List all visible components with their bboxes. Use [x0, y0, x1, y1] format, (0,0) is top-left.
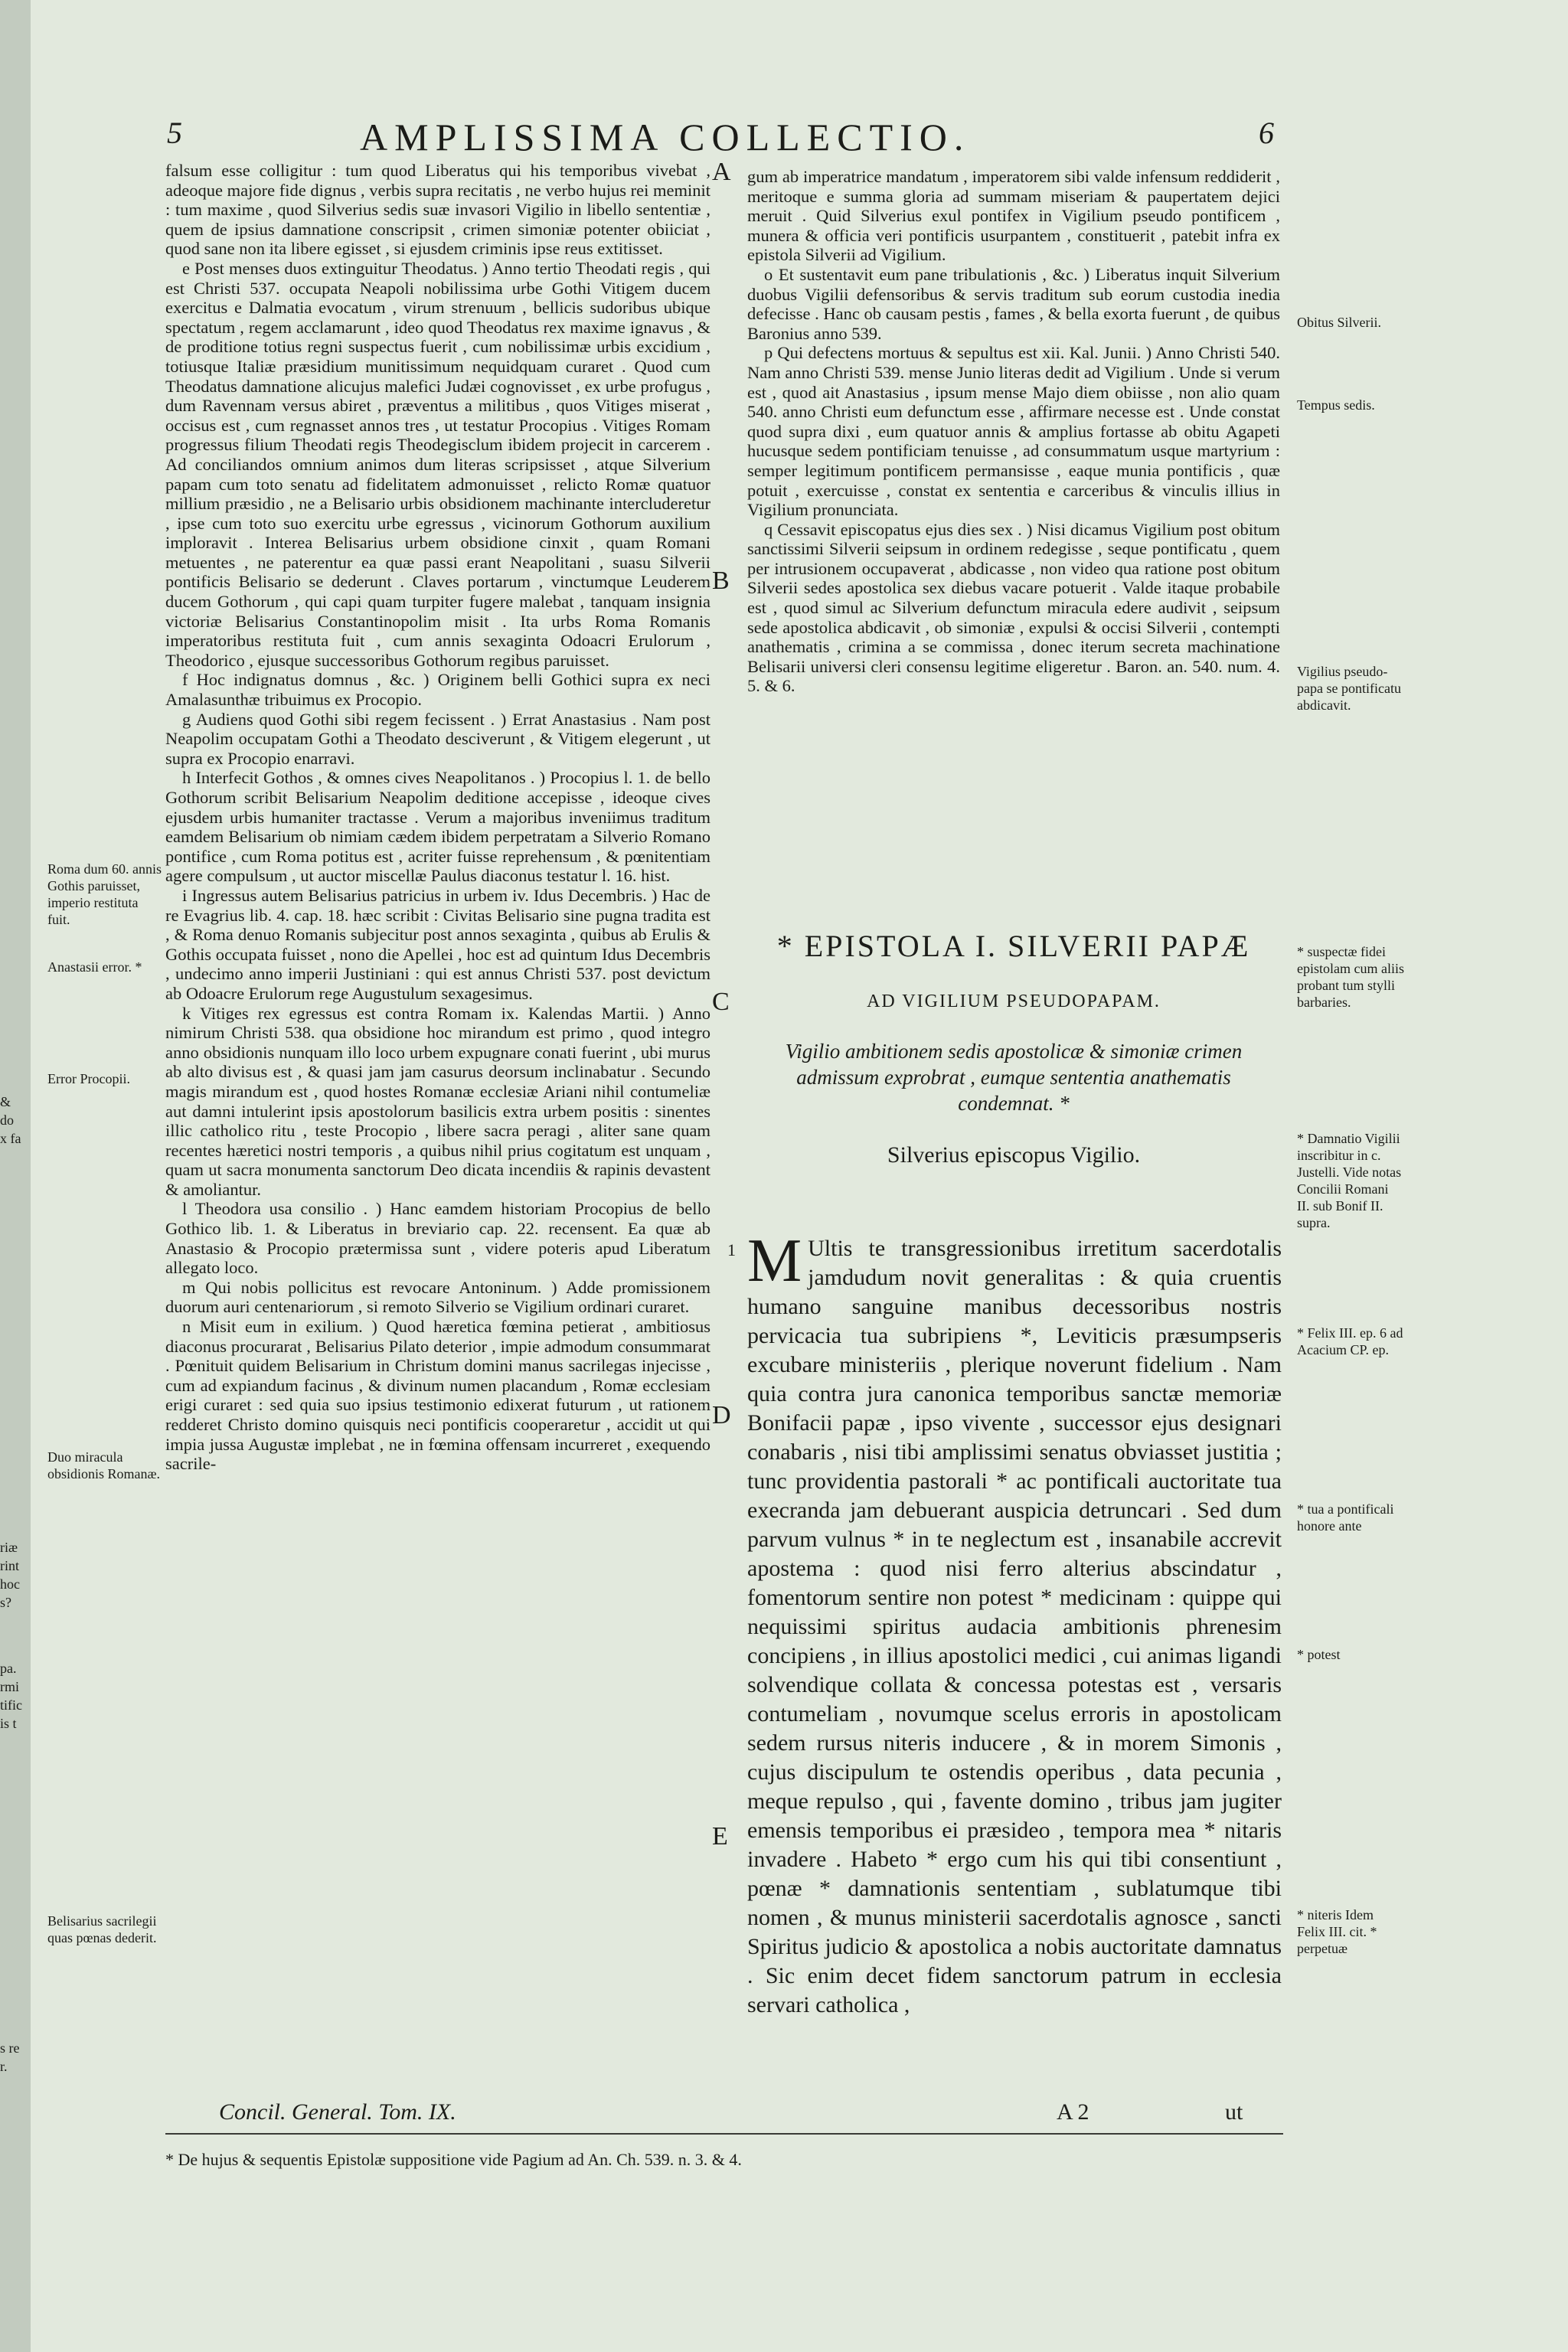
margin-note-right: Vigilius pseudo-papa se pontificatu abdicavit.: [1297, 664, 1401, 713]
note-f: f Hoc indignatus domnus , &c. ) Originem belli Gothici supra ex neci Amalasunthæ tribuimus ex Procopio.: [165, 670, 710, 710]
edge-fragment: x fa: [0, 1131, 21, 1146]
gutter-letter-b: B: [712, 567, 730, 595]
edge-fragment: tific: [0, 1697, 22, 1713]
epistola-title: * EPISTOLA I. SILVERII PAPÆ: [776, 929, 1251, 963]
left-column: [165, 161, 710, 2121]
margin-note-left: Belisarius sacrilegii quas pœnas dederit.: [47, 1913, 157, 1945]
edge-fragment: is t: [0, 1716, 17, 1731]
note-o: o Et sustentavit eum pane tribulationis , &c. ) Liberatus inquit Silverium duobus Vigilii defensoribus & servis traditum sub eorum custodia inedia defecisse . Hanc ob causam pestis , fames , & bella exorta fuerunt , de quibus Baronius anno 539.: [747, 264, 1280, 343]
margin-note-right: Tempus sedis.: [1297, 397, 1375, 413]
note-l: l Theodora usa consilio . ) Hanc eamdem historiam Procopius de bello Gothico lib. 1. & Liberatus in breviario cap. 22. recensent. Ea quæ ab Anastasio & Procopio prætermissa sunt , videre poteris apud Liberatum allegato loco.: [165, 1199, 710, 1278]
note-m: m Qui nobis pollicitus est revocare Antoninum. ) Adde promissionem duorum auri centenariorum , si remoto Silverio se Vigilium ordinari curaret.: [165, 1277, 710, 1317]
note-i: i Ingressus autem Belisarius patricius in urbem iv. Idus Decembris. ) Hac de re Evagrius lib. 4. cap. 18. hæc scribit : Civitas Belisario sine pugna tradita est , & Roma denuo Romanis subjecitur post annos sexaginta , quibus ab Erulis & Gothis occupata fuisset , nono die Apellei , hoc est ad quintum Idus Decembris , undecimo anno imperii Justiniani : qui est annus Christi 537. post devictum ab Odoacre Erulorum rege Augustulum sexagesimus.: [165, 885, 710, 1003]
margin-note-left: Roma dum 60. annis Gothis paruisset, imperio restituta fuit.: [47, 861, 162, 927]
margin-note-right: * niteris Idem Felix III. cit. * perpetuæ: [1297, 1907, 1377, 1956]
gutter-letter-c: C: [712, 988, 730, 1016]
note-k: k Vitiges rex egressus est contra Romam ix. Kalendas Martii. ) Anno nimirum Christi 538. qua obsidione hoc mirandum est primo , quod integro anno obsidionis nunquam illo loco urbem expugnare conati fuerint , ubi murus ab alto divisus est , & quasi jam jam casurus deorsum inclinabatur . Secundo magis mirandum est , quod hostes Romanæ ecclesiæ Ariani nihil contumeliæ aut damni intulerint ipsis apostolorum basilicis extra urbem positis : sinentes illic catholico ritu , teste Procopio , libere sacra peragi , aliter sane quam recentes hæretici nostri temporis , a quibus nihil prius cogitatum est unquam , quam ut sacra monumenta sanctorum Deo dicata incendiis & rapinis devastent & amoliantur.: [165, 1003, 710, 1199]
edge-fragment: rmi: [0, 1679, 19, 1694]
note-h: h Interfecit Gothos , & omnes cives Neapolitanos . ) Procopius l. 1. de bello Gothorum scribit Belisarium Neapolim deditione accepisse , ideoque cives ejusdem urbis humaniter tractasse . Verum a majoribus inveniimus traditum eamdem Belisarium ob nimiam cædem ibidem perpetratam a Silverio Romano pontifice , cum Roma potitus est , acriter fuisse reprehensum , & pœnitentiam agere compulsum , ut auctor miscellæ Paulus diaconus testatur l. 16. hist.: [165, 768, 710, 886]
footnote: * De hujus & sequentis Epistolæ suppositione vide Pagium ad An. Ch. 539. n. 3. & 4.: [165, 2150, 742, 2169]
gutter-letter-a: A: [712, 158, 731, 186]
gutter-letter-e: E: [712, 1822, 728, 1851]
note-p: p Qui defectens mortuus & sepultus est xii. Kal. Junii. ) Anno Christi 540. Nam anno Christi 539. mense Junio literas dedit ad Vigilium . Unde si verum est , quod ait Anastasius , ipsum mense Majo diem obiisse , non alio quam 540. anno Christi eum defunctum esse , affirmare necesse est . Unde constat quod supra dixi , eum quatuor annis & amplius fortasse ab obitu Agapeti hucusque sedem pontificiam tenuisse , ad consummatum usque martyrium : semper legitimum pontificem permansisse , eaque munia pontificis , quæ potuit , exercuisse , constat ex sententia e carceribus & vinculis illius in Vigilium pronunciata.: [747, 343, 1280, 520]
running-title: AMPLISSIMA COLLECTIO.: [360, 116, 971, 158]
edge-fragment: r.: [0, 2059, 8, 2074]
epistola-text: Ultis te transgressionibus irretitum sacerdotalis jamdudum novit generalitas : & quia cruentis humano sanguine manibus decessoribus nostris pervicacia tua subripiens *, Leviticis præsumpseris excubare ministeriis , plerique noverunt fidelium . Nam quia contra jura canonica temporibus sanctæ memoriæ Bonifacii papæ , ipso vivente , successor ejus designari conabaris , nisi tibi amplissimi senatus obviasset justitia ; tunc providentia pastorali * ac pontificali auctoritate tua execranda jam debuerant auspicia detruncari . Sed dum parvum vulnus * in te neglectum est , insanabile accrevit apostema : quod nisi ferro alterius abscindatur , fomentorum sentire non potest * medicinam : quippe qui nequissimi spiritus audacia ambitionis phrenesim concipiens , in illius apostolici medici , cui animas ligandi solvendique collata & concessa potestas est , versaris contumeliam , novumque scelus erroris in apostolicam sedem rursus niteris inducere , & in morem Simonis , cujus discipulum te ostendis operibus , data pecunia , meque repulso , qui , favente domino , tribus jam jugiter emensis temporibus ei præsideo , tempora mea * nitaris invadere . Habeto * ergo cum his qui tibi consentiunt , pœnæ * damnationis sententiam , sublatumque tibi nomen , & munus ministerii sacerdotalis agnosce , sancti Spiritus judicio & apostolica a nobis auctoritate damnatus . Sic enim decet fidem sanctorum patrum in ecclesia servari catholica ,: [747, 1236, 1282, 2017]
edge-fragment: s?: [0, 1595, 11, 1610]
footer-volume: Concil. General. Tom. IX.: [219, 2099, 456, 2125]
epistola-heading: [747, 928, 1280, 1168]
gutter-letter-d: D: [712, 1401, 731, 1429]
verse-number: 1: [727, 1240, 736, 1259]
epistola-body: [727, 1227, 1282, 2020]
edge-fragment: &: [0, 1094, 11, 1109]
epistola-summary: Vigilio ambitionem sedis apostolicæ & simoniæ crimen admissum exprobrat , eumque sententia anathematis condemnat. *: [785, 1040, 1243, 1115]
epistola-subtitle: AD VIGILIUM PSEUDOPAPAM.: [867, 991, 1161, 1011]
right-paragraph: gum ab imperatrice mandatum , imperatorem sibi valde infensum reddiderit , meritoque e summa gloria ad summam miseriam & paupertatem dejici meruit . Quid Silverius exul pontifex in Vigilium pseudo pontificem , munera & officia veri pontificis usurpantem , constituerit , patebit infra ex epistola Silverii ad Vigilium.: [747, 167, 1280, 265]
edge-fragment: do: [0, 1112, 14, 1128]
note-g: g Audiens quod Gothi sibi regem fecissent . ) Errat Anastasius . Nam post Neapolim occupatam Gothi a Theodato desciverunt , & Vitigem elegerunt , ut supra ex Procopio enarravi.: [165, 709, 710, 768]
drop-cap: M: [747, 1227, 802, 1295]
note-n: n Misit eum in exilium. ) Quod hæretica fœmina petierat , ambitiosus diaconus procurarat , Belisarius Pilato deterior , impie admodum consummarat . Pœnituit quidem Belisarium in Christum domini manus sacrilegas injecisse , cum ad expiandum facinus , & divinum numen placandum , Romæ ecclesiam erigi curaret : sed quia suo ipsius testimonio edixerat futurum , ut rationem redderet Christo domino quisquis neci pontificis cooperaretur , accidit ut qui impia jussa Augustæ implebat , ne in fœmina offensam incurreret , exequendo sacrile-: [165, 1317, 710, 1474]
footer-rule: [165, 2133, 1283, 2135]
margin-note-right: * potest: [1297, 1647, 1341, 1662]
edge-fragment: pa.: [0, 1661, 17, 1676]
margin-note-right: * suspectæ fidei epistolam cum aliis probant tum stylli barbaries.: [1297, 944, 1404, 1010]
epistola-salutation: Silverius episcopus Vigilio.: [887, 1142, 1141, 1168]
footer-catchword: ut: [1225, 2099, 1243, 2125]
margin-note-right: * Felix III. ep. 6 ad Acacium CP. ep.: [1297, 1325, 1403, 1357]
note-q: q Cessavit episcopatus ejus dies sex . ) Nisi dicamus Vigilium post obitum sanctissimi Silverii seipsum in ordinem redegisse , seque pontificatu , quem per intrusionem occupaverat , abdicasse , non video qua ratione post obitum Silverii sedes apostolica sex diebus vacare potuerit . Valde itaque probabile est , quod simul ac Silverium defunctum miracula edere audivit , seipsum sede apostolica abdicavit , ob simoniæ , expulsi & occisi Silverii , contempti anathematis , crimina a se commissa , donec iterum secreta machinatione Belisarii universi cleri consensu legitime eligeretur . Baron. an. 540. num. 4. 5. & 6.: [747, 519, 1280, 696]
margin-note-right: * Damnatio Vigilii inscribitur in c. Justelli. Vide notas Concilii Romani II. sub Bonif II. supra.: [1297, 1131, 1402, 1230]
margin-note-left: Anastasii error. *: [47, 959, 142, 975]
footer-signature: A 2: [1057, 2099, 1089, 2125]
margin-note-right: Obitus Silverii.: [1297, 315, 1382, 330]
edge-fragment: riæ: [0, 1540, 18, 1555]
edge-fragment: rint: [0, 1558, 19, 1573]
margin-note-right: * tua a pontificali honore ante: [1297, 1501, 1394, 1534]
edge-fragment: s re: [0, 2040, 20, 2056]
margin-note-left: Duo miracula obsidionis Romanæ.: [47, 1449, 161, 1481]
page-number-left: 5: [167, 116, 182, 150]
edge-fragment: hoc: [0, 1576, 20, 1592]
note-e: e Post menses duos extinguitur Theodatus. ) Anno tertio Theodati regis , qui est Christi 537. occupata Neapoli nobilissima urbe Gothi Vitigem ducem exercitus e Dalmatia evocatum , virum strenuum , bellicis sudoribus ubique spectatum , regem acclamarunt , ideo quod Theodatus rex maxime ignavus , & de proditione totius regni suspectus fuerit , cum nobilissimæ urbis excidium , totiusque Italiæ præsidium munitissimum nequidquam curaret . Quod cum Theodatus damnatione alicujus malefici Judæi cognovisset , ex urbe profugus , dum Ravennam versus abiret , præventus a militibus , quos Vitiges miserat , occisus est , cum regnasset annos tres , ut testatur Procopius . Vitiges Romam progressus filium Theodati regis Theodegisclum ibidem projecit in carcerem . Ad conciliandos omnium animos dum literas scripsisset , atque Silverium papam cum toto senatu ad fidelitatem admonuisset , relicto Romæ quatuor millium præsidio , ne a Belisario urbis obsidionem machinante intercluderetur , ipse cum toto suo exercitu urbe egressus , vicinorum Gothorum auxilium imploravit . Interea Belisarius urbem obsidione cinxit , quam Romani metuentes , ne paterentur ea quæ passi erant Neapolitani , suasu Silverii pontificis Belisario se dederunt . Claves portarum , vinctumque Leuderem ducem Gothorum , qui capi quam turpiter fugere malebat , tanquam insignia victoriæ Belisarius Constantinopolim misit . Ita urbs Roma Romanis imperatoribus restituta fuit , cum annis sexaginta Odoacri Erulorum , Theodorico , ejusque successoribus Gothorum regibus paruisset.: [165, 258, 710, 670]
page-number-right: 6: [1259, 116, 1274, 150]
margin-note-left: Error Procopii.: [47, 1071, 130, 1086]
right-column: [747, 167, 1280, 696]
left-paragraph: falsum esse colligitur : tum quod Liberatus qui his temporibus vivebat , adeoque majore fide dignus , verbis supra recitatis , ne verbo hujus rei meminit : tum maxime , quod Silverius sedis suæ invasori Vigilio in libello sententiæ , quem de ipsius damnatione conscripsit , crimen simoniæ potenter obiiciat , quod sane non ita libere egisset , si ejusdem criminis ipse reus extitisset.: [165, 161, 710, 259]
